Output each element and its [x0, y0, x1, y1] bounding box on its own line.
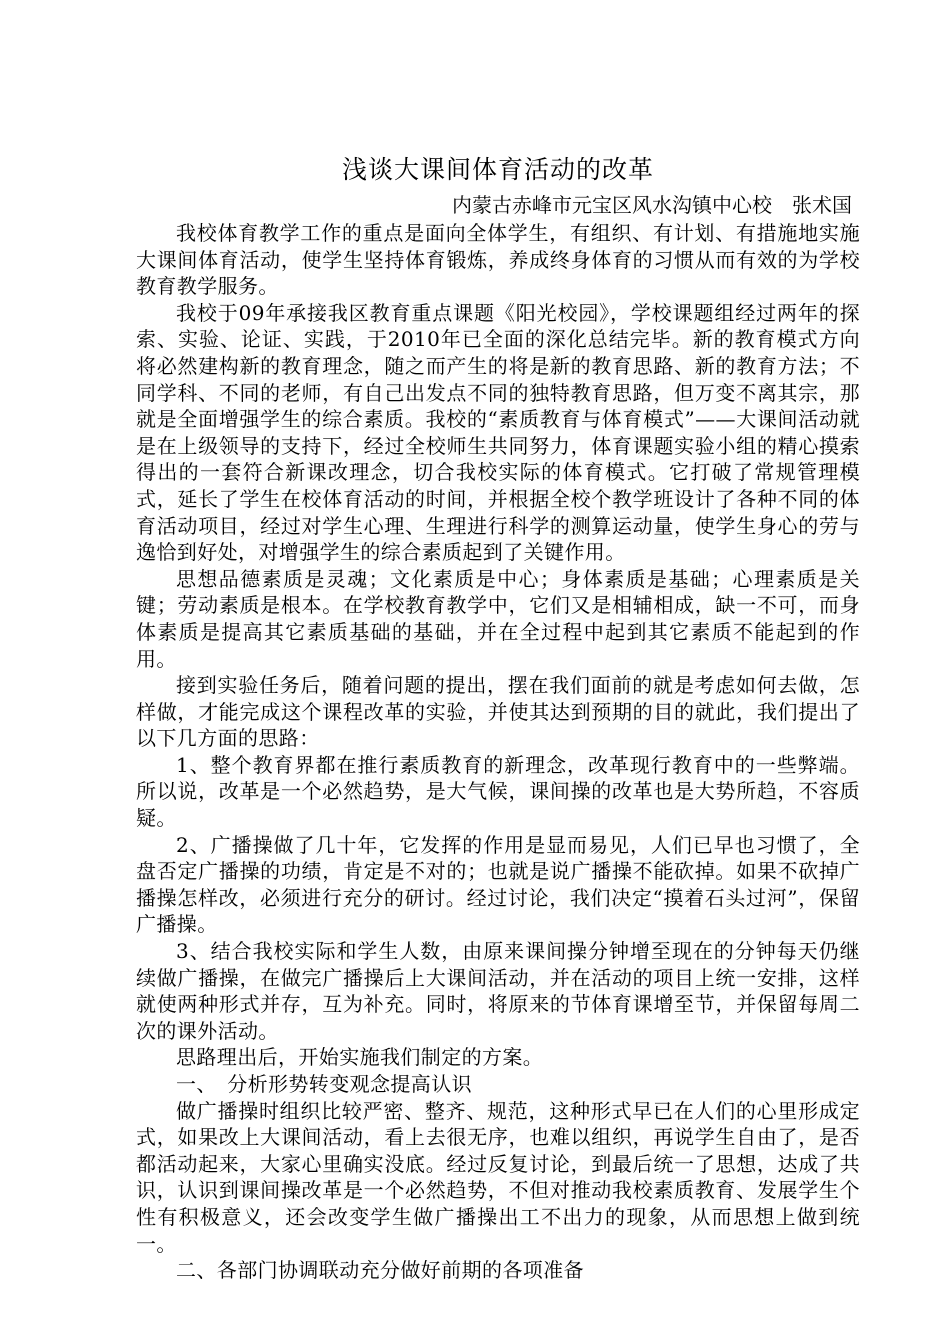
list-item: 2、广播操做了几十年，它发挥的作用是显而易见，人们已早也习惯了，全盘否定广播操的功绩，肯定是不对的；也就是说广播操不能砍掉。如果不砍掉广播操怎样改，必须进行充分的研讨。经过讨论，我们决定“摸着石头过河”，保留广播操。: [136, 832, 860, 937]
paragraph: 我校于09年承接我区教育重点课题《阳光校园》，学校课题组经过两年的探索、实验、论证、实践，于2010年已全面的深化总结完毕。新的教育模式方向将必然建构新的教育理念，随之而产生的将是新的教育思路、新的教育方法；不同学科、不同的老师，有自己出发点不同的独特教育思路，但万变不离其宗，那就是全面增强学生的综合素质。我校的“素质教育与体育模式”——大课间活动就是在上级领导的支持下，经过全校师生共同努力，体育课题实验小组的精心摸索得出的一套符合新课改理念，切合我校实际的体育模式。它打破了常规管理模式，延长了学生在校体育活动的时间，并根据全校个教学班设计了各种不同的体育活动项目，经过对学生心理、生理进行科学的测算运动量，使学生身心的劳与逸恰到好处，对增强学生的综合素质起到了关键作用。: [136, 300, 860, 565]
paragraph: 做广播操时组织比较严密、整齐、规范，这种形式早已在人们的心里形成定式，如果改上大课间活动，看上去很无序，也难以组织，再说学生自由了，是否都活动起来，大家心里确实没底。经过反复讨论，到最后统一了思想，达成了共识，认识到课间操改革是一个必然趋势，不但对推动我校素质教育、发展学生个性有积极意义，还会改变学生做广播操出工不出力的现象，从而思想上做到统一。: [136, 1098, 860, 1256]
author-byline: 内蒙古赤峰市元宝区风水沟镇中心校 张术国: [452, 193, 852, 217]
paragraph: 思想品德素质是灵魂；文化素质是中心；身体素质是基础；心理素质是关键；劳动素质是根本。在学校教育教学中，它们又是相辅相成，缺一不可，而身体素质是提高其它素质基础的基础，并在全过程中起到其它素质不能起到的作用。: [136, 566, 860, 671]
paragraph: 思路理出后，开始实施我们制定的方案。: [176, 1045, 544, 1070]
paragraph: 我校体育教学工作的重点是面向全体学生，有组织、有计划、有措施地实施大课间体育活动，使学生坚持体育锻炼，养成终身体育的习惯从而有效的为学校教育教学服务。: [136, 221, 860, 299]
list-item: 1、整个教育界都在推行素质教育的新理念，改革现行教育中的一些弊端。所以说，改革是一个必然趋势，是大气候，课间操的改革也是大势所趋，不容质疑。: [136, 752, 860, 831]
list-item: 3、结合我校实际和学生人数，由原来课间操分钟增至现在的分钟每天仍继续做广播操，在做完广播操后上大课间活动，并在活动的项目上统一安排，这样就使两种形式并存，互为补充。同时，将原来的节体育课增至节，并保留每周二次的课外活动。: [136, 939, 860, 1043]
paragraph: 接到实验任务后，随着问题的提出，摆在我们面前的就是考虑如何去做，怎样做，才能完成这个课程改革的实验，并使其达到预期的目的就此，我们提出了以下几方面的思路：: [136, 673, 860, 751]
document-title: 浅谈大课间体育活动的改革: [341, 155, 654, 184]
document-page: [136, 148, 860, 1284]
section-heading: 二、各部门协调联动充分做好前期的各项准备: [176, 1258, 584, 1283]
section-heading: 一、 分析形势转变观念提高认识: [176, 1072, 472, 1096]
